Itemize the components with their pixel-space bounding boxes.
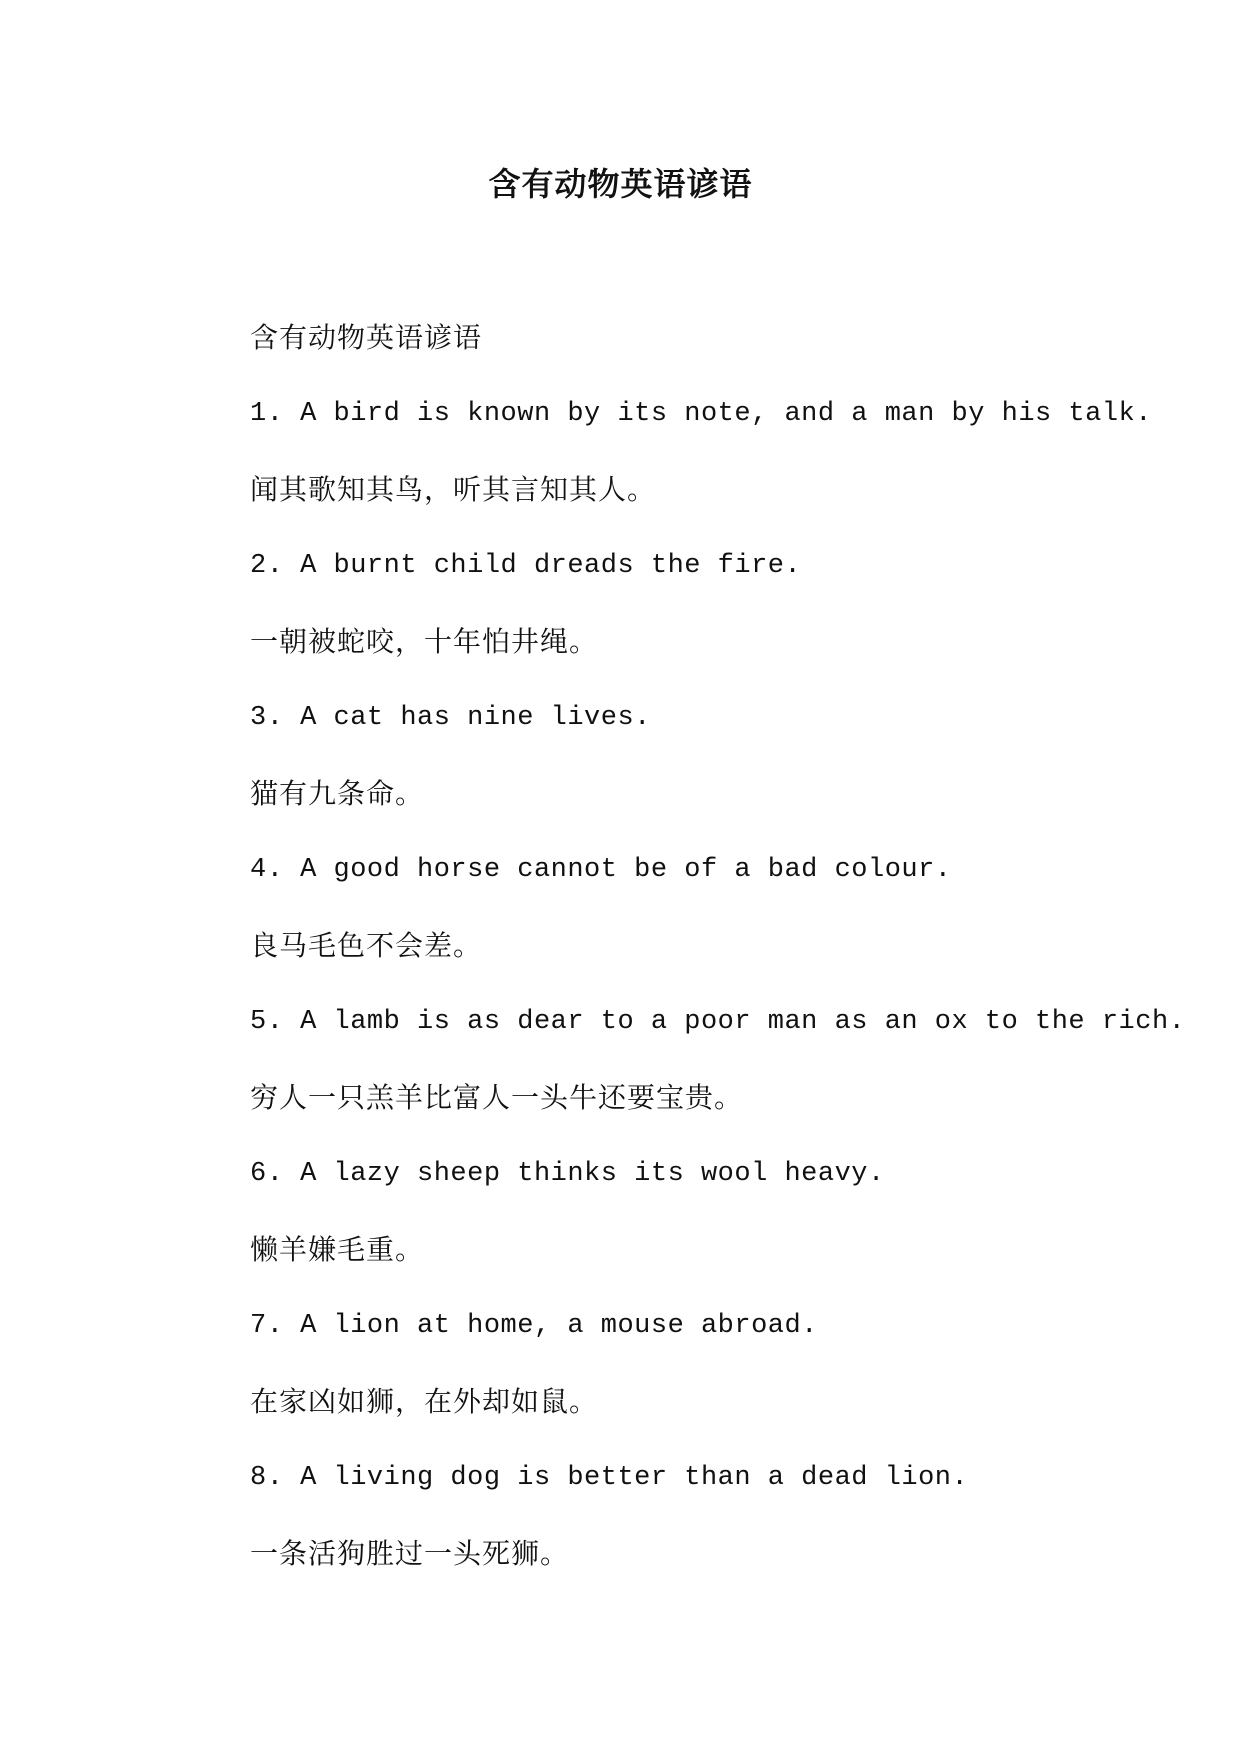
proverb-chinese-6: 懒羊嫌毛重。 [250,1233,425,1266]
proverb-english-4: 4. A good horse cannot be of a bad colour. [250,855,952,885]
intro-heading: 含有动物英语谚语 [250,321,483,354]
proverb-chinese-5: 穷人一只羔羊比富人一头牛还要宝贵。 [250,1081,744,1114]
proverb-chinese-2: 一朝被蛇咬，十年怕井绳。 [250,625,599,658]
document-title: 含有动物英语谚语 [488,165,753,203]
proverb-english-8: 8. A living dog is better than a dead lion. [250,1463,969,1493]
proverb-chinese-1: 闻其歌知其鸟，听其言知其人。 [250,473,657,506]
proverb-english-1: 1. A bird is known by its note, and a man by his talk. [250,399,1152,429]
proverb-english-3: 3. A cat has nine lives. [250,703,651,733]
proverb-english-5: 5. A lamb is as dear to a poor man as an ox to the rich. [250,1007,1186,1037]
proverb-chinese-3: 猫有九条命。 [250,777,425,810]
document-body [250,318,1186,1610]
proverb-english-7: 7. A lion at home, a mouse abroad. [250,1311,818,1341]
proverb-english-6: 6. A lazy sheep thinks its wool heavy. [250,1159,885,1189]
proverb-chinese-7: 在家凶如狮，在外却如鼠。 [250,1385,599,1418]
proverb-chinese-8: 一条活狗胜过一头死狮。 [250,1537,570,1570]
proverb-english-2: 2. A burnt child dreads the fire. [250,551,802,581]
proverb-chinese-4: 良马毛色不会差。 [250,929,483,962]
